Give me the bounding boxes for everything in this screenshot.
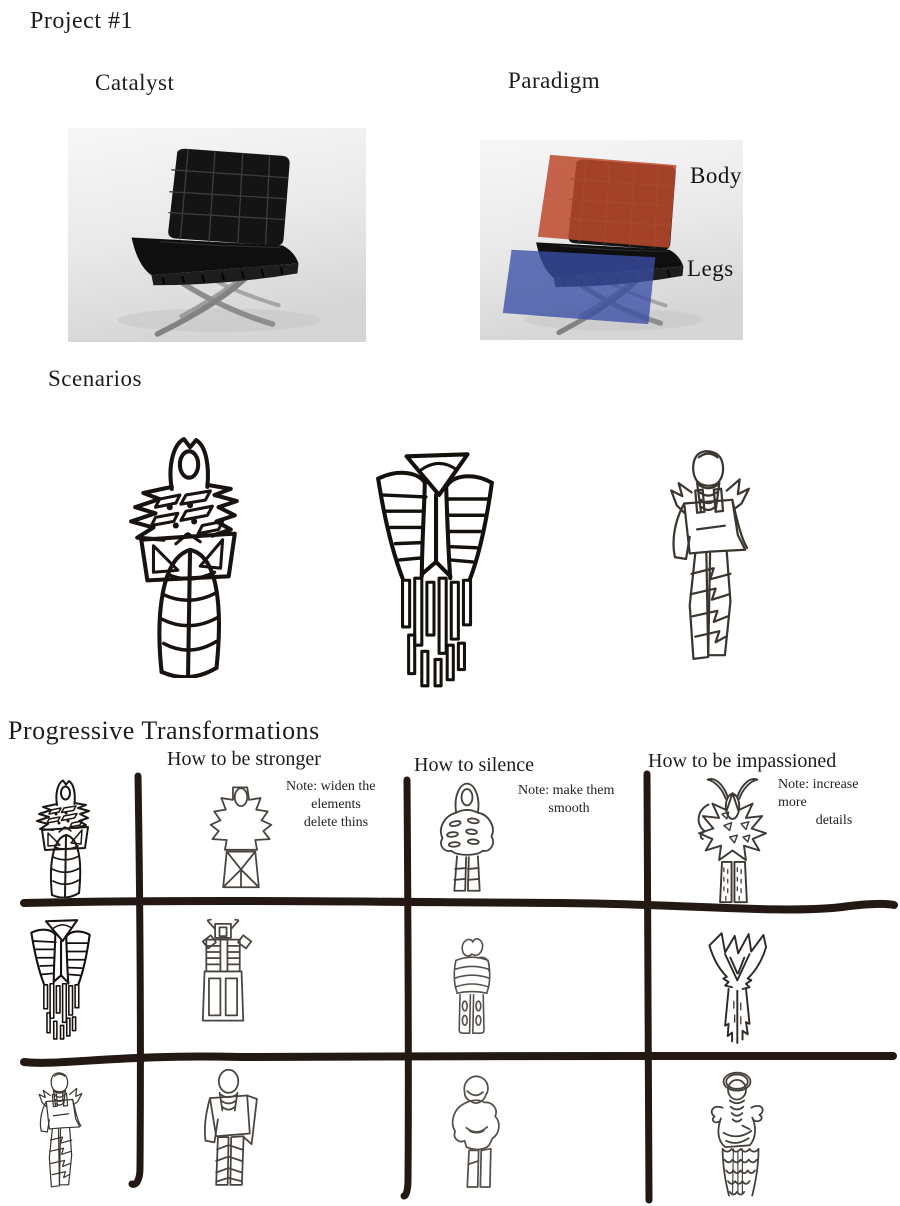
sketch-r2-original	[20, 915, 100, 1040]
catalyst-chair-image	[68, 128, 366, 342]
sketch-r2-silence	[444, 926, 500, 1046]
note-impassioned: Note: increase more details	[778, 777, 859, 828]
body-label: Body	[690, 163, 742, 188]
catalyst-heading: Catalyst	[95, 70, 175, 95]
sketch-r1-impassioned	[686, 772, 780, 906]
paradigm-heading: Paradigm	[508, 68, 601, 93]
sketch-r1-stronger	[196, 782, 286, 898]
sketch-r3-impassioned	[696, 1070, 778, 1200]
sketch-scenario-3	[646, 448, 776, 670]
column-header-stronger: How to be stronger	[167, 748, 321, 770]
column-header-silence: How to silence	[414, 754, 534, 776]
note-silence: Note: make them smooth	[518, 783, 615, 816]
body-overlay	[538, 155, 677, 248]
sketch-scenario-2	[368, 444, 500, 688]
legs-label: Legs	[687, 256, 734, 281]
sketch-r3-silence	[444, 1072, 508, 1194]
sketch-r3-stronger	[193, 1068, 265, 1192]
column-header-impassioned: How to be impassioned	[648, 750, 837, 772]
sketch-r3-original	[28, 1068, 94, 1196]
sketch-r2-impassioned	[698, 928, 774, 1050]
legs-overlay	[503, 250, 656, 324]
sketch-scenario-1	[112, 434, 260, 678]
sketch-r1-silence	[430, 780, 504, 898]
transformations-heading: Progressive Transformations	[8, 716, 320, 745]
sketch-r2-stronger	[194, 915, 260, 1033]
note-stronger: Note: widen the elements delete thins	[286, 779, 376, 830]
sketch-r1-original	[20, 778, 108, 898]
page-title: Project #1	[30, 8, 133, 34]
scenarios-heading: Scenarios	[48, 366, 142, 391]
